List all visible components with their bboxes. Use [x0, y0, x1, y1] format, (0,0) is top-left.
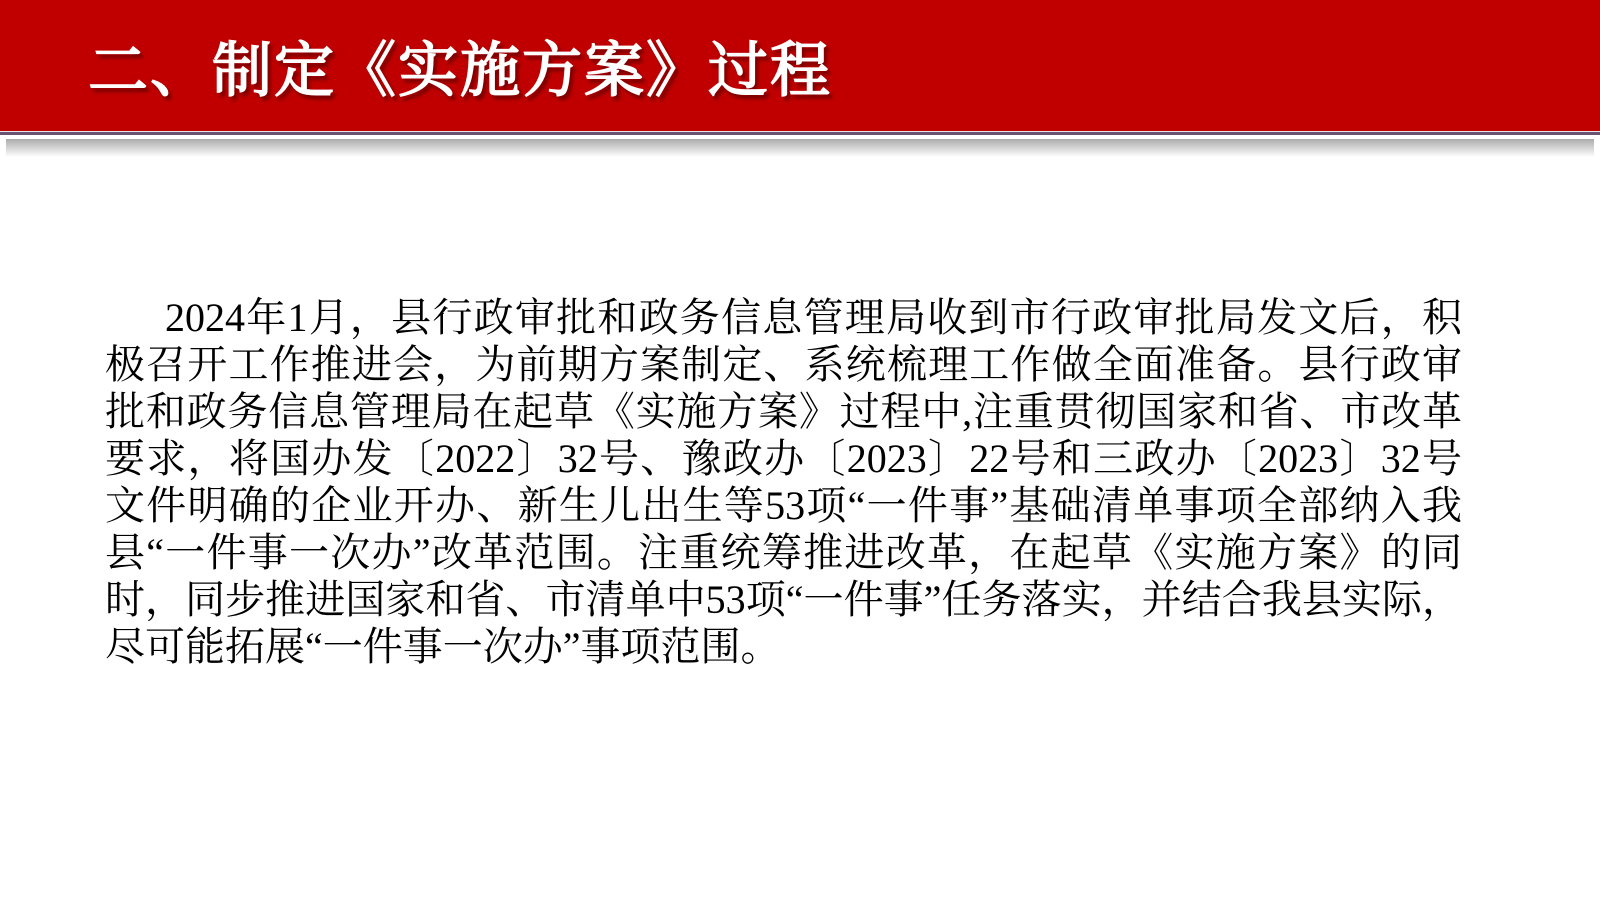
body-paragraph: 2024年1月，县行政审批和政务信息管理局收到市行政审批局发文后，积极召开工作推进会，为前期方案制定、系统梳理工作做全面准备。县行政审批和政务信息管理局在起草《实施方案》过程中,注重贯彻国家和省、市改革要求，将国办发〔2022〕32号、豫政办〔2023〕22号和三政办〔2023〕32号文件明确的企业开办、新生儿出生等53项“一件事”基础清单事项全部纳入我县“一件事一次办”改革范围。注重统筹推进改革，在起草《实施方案》的同时，同步推进国家和省、市清单中53项“一件事”任务落实，并结合我县实际，尽可能拓展“一件事一次办”事项范围。 [105, 295, 1462, 669]
slide-title: 二、制定《实施方案》过程 [88, 36, 832, 104]
header-drop-shadow [6, 139, 1594, 157]
slide-header-banner [0, 0, 1600, 131]
slide-body [105, 294, 1462, 670]
header-divider-line [0, 131, 1600, 135]
